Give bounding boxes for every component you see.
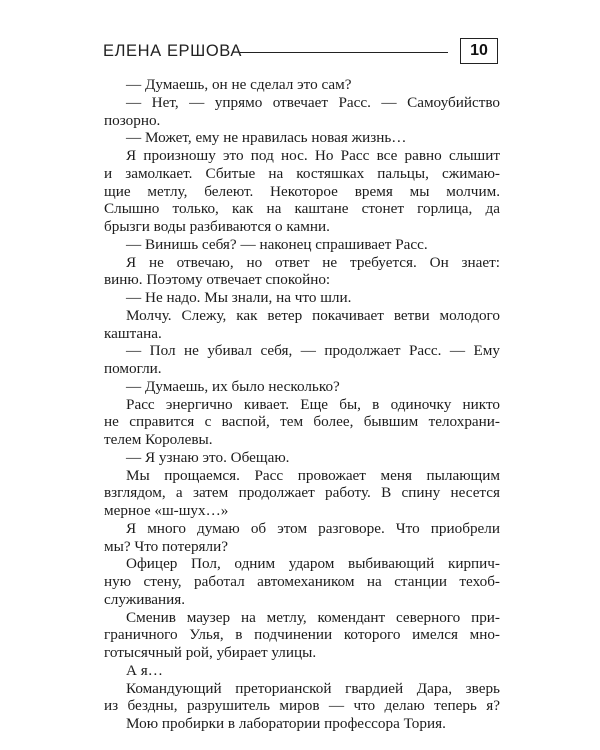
- text-line: А я…: [126, 661, 163, 679]
- text-line: — Пол не убивал себя, — продолжает Расс. — Ему: [126, 342, 500, 360]
- text-line: помогли.: [104, 360, 162, 377]
- text-line: брызги воды разбиваются о камни.: [104, 218, 330, 235]
- text-line: — Я узнаю это. Обещаю.: [126, 448, 290, 466]
- text-line: готысячный рой, убирает улицы.: [104, 644, 317, 661]
- text-line: мы? Что потеряли?: [104, 537, 228, 555]
- text-line: Офицер Пол, одним ударом выбивающий кирпич-: [126, 555, 500, 573]
- text-line: — Не надо. Мы знали, на что шли.: [126, 289, 352, 306]
- text-line: — Думаешь, их было несколько?: [126, 377, 340, 395]
- text-line: граничного Улья, в подчинении которого имелся мно-: [104, 626, 500, 644]
- text-line: Я не отвечаю, но ответ не требуется. Он знает:: [126, 253, 500, 271]
- text-line: не справится с васпой, тем более, бывшим телохрани-: [104, 413, 500, 431]
- text-line: Я произношу это под нос. Но Расс все равно слышит: [126, 147, 500, 164]
- text-line: мерное «ш-шух…»: [104, 502, 229, 519]
- author-name: ЕЛЕНА ЕРШОВА: [103, 42, 242, 60]
- text-line: ную стену, работал автомехаником на станции техоб-: [104, 573, 500, 590]
- page-number: 10: [460, 38, 498, 64]
- text-line: Я много думаю об этом разговоре. Что приобрели: [126, 519, 500, 537]
- header-rule: [240, 52, 448, 53]
- text-line: и замолкает. Сбитые на костяшках пальцы, сжимаю-: [104, 164, 500, 182]
- text-line: виню. Поэтому отвечает спокойно:: [104, 271, 331, 289]
- running-header: [103, 38, 498, 68]
- text-line: Мою пробирки в лаборатории профессора Тория.: [126, 715, 446, 732]
- text-line: Молчу. Слежу, как ветер покачивает ветви молодого: [126, 306, 500, 324]
- text-line: каштана.: [104, 324, 162, 342]
- body-text: [104, 76, 500, 733]
- text-line: щие метлу, белеют. Некоторое время мы молчим.: [104, 182, 500, 200]
- text-line: Расс энергично кивает. Еще бы, в одиночку никто: [126, 395, 500, 413]
- text-line: Сменив маузер на метлу, комендант северного при-: [126, 608, 500, 626]
- text-line: — Винишь себя? — наконец спрашивает Расс.: [126, 235, 428, 253]
- text-line: Мы прощаемся. Расс провожает меня пылающим: [126, 466, 500, 484]
- text-line: — Думаешь, он не сделал это сам?: [126, 76, 352, 93]
- text-line: позорно.: [104, 111, 161, 129]
- text-line: Командующий преторианской гвардией Дара, зверь: [126, 679, 500, 697]
- text-line: взглядом, а затем продолжает работу. В спину несется: [104, 484, 500, 502]
- text-line: служивания.: [104, 590, 186, 608]
- text-line: Слышно только, как на каштане стонет горлица, да: [104, 200, 500, 218]
- text-line: — Может, ему не нравилась новая жизнь…: [126, 129, 407, 147]
- text-line: — Нет, — упрямо отвечает Расс. — Самоубийство: [126, 93, 500, 111]
- text-line: из бездны, разрушитель миров — что делаю теперь я?: [104, 697, 500, 715]
- text-line: телем Королевы.: [104, 431, 213, 448]
